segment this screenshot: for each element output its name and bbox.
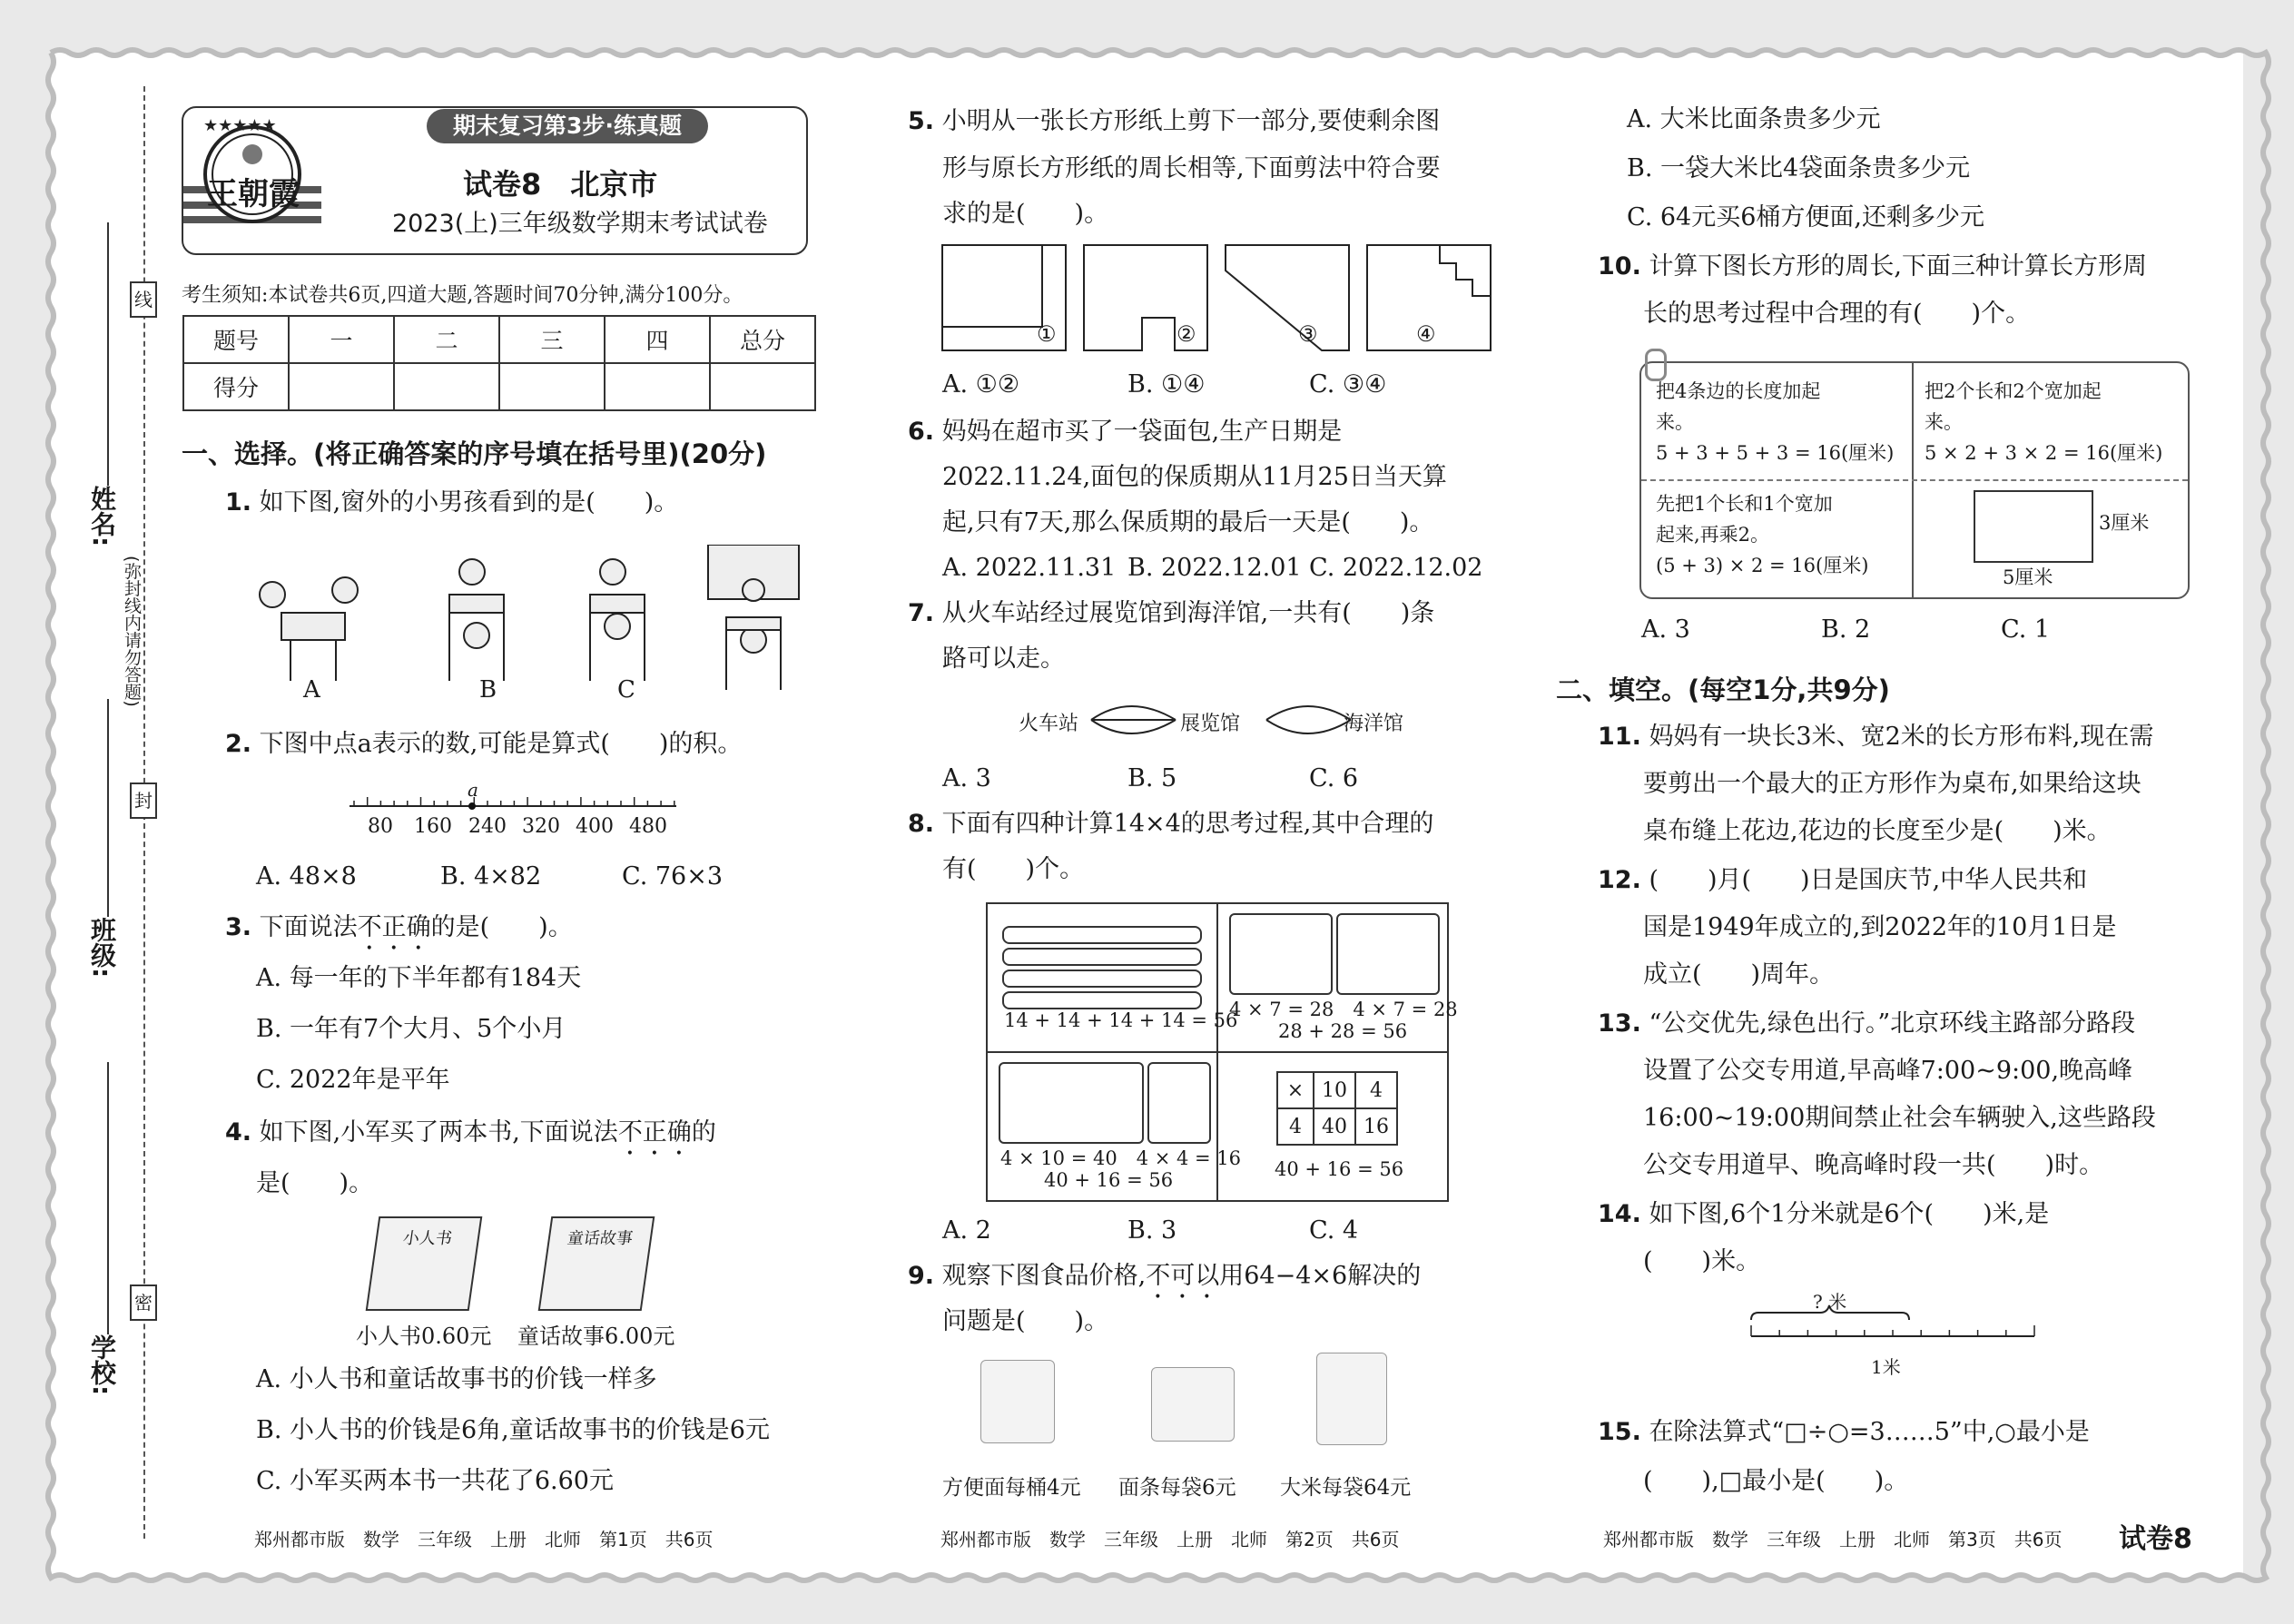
dot-array-4x7 — [1229, 913, 1333, 995]
q6-option-c[interactable]: C. 2022.12.02 — [1309, 554, 1483, 582]
seal-hint: (弥封线内请勿答题) — [122, 556, 142, 707]
score-row-label: 得分 — [183, 363, 289, 410]
question-6-line: 起,只有7天,那么保质期的最后一天是( )。 — [942, 508, 1434, 536]
section-2-heading: 二、填空。(每空1分,共9分) — [1556, 674, 1890, 705]
question-15-line[interactable]: ( ),□最小是( )。 — [1643, 1467, 1909, 1495]
cell3-formula-b: 40 + 16 = 56 — [1044, 1169, 1174, 1191]
question-6-line: 2022.11.24,面包的保质期从11月25日当天算 — [942, 463, 1447, 491]
secret-mark: 密 — [130, 1284, 157, 1321]
name-label: 姓名: — [87, 486, 117, 547]
tick-label: 80 — [368, 815, 393, 838]
question-3: 3. 下面说法不正确的是( )。 — [225, 913, 573, 941]
q9-option-c[interactable]: C. 64元买6桶方便面,还剩多少元 — [1627, 203, 1984, 231]
score-input-cell[interactable] — [289, 363, 394, 410]
rect-length-label: 5厘米 — [2003, 566, 2053, 588]
question-13: 13. “公交优先,绿色出行。”北京环线主路部分路段 — [1598, 1009, 2136, 1038]
q10-option-a[interactable]: A. 3 — [1641, 615, 1690, 644]
section-1-heading: 一、选择。(将正确答案的序号填在括号里)(20分) — [182, 438, 767, 469]
tick-label: 160 — [414, 815, 452, 838]
question-4-cont: 是( )。 — [256, 1169, 374, 1197]
school-label: 学校: — [87, 1334, 117, 1396]
q5-option-c[interactable]: C. ③④ — [1309, 370, 1387, 399]
cell4-formula: 40 + 16 = 56 — [1275, 1158, 1404, 1180]
score-input-cell[interactable] — [394, 363, 499, 410]
question-7: 7. 从火车站经过展览馆到海洋馆,一共有( )条 — [908, 599, 1435, 627]
book2-price: 童话故事6.00元 — [517, 1324, 675, 1349]
method-3: 先把1个长和1个宽加 起来,再乘2。 (5 + 3) × 2 = 16(厘米) — [1656, 493, 1869, 576]
place-exhibition-hall: 展览馆 — [1180, 713, 1241, 735]
score-header-cell: 题号 — [183, 316, 289, 363]
page3-footer: 郑州都市版 数学 三年级 上册 北师 第3页 共6页 — [1603, 1529, 2063, 1550]
class-field-line[interactable] — [107, 699, 109, 917]
name-field-line[interactable] — [107, 222, 109, 486]
exam-notice: 考生须知:本试卷共6页,四道大题,答题时间70分钟,满分100分。 — [182, 284, 743, 307]
dot-array-4x10 — [999, 1062, 1144, 1144]
question-11: 11. 妈妈有一块长3米、宽2米的长方形布料,现在需 — [1598, 723, 2154, 751]
question-8-line: 有( )个。 — [942, 855, 1085, 883]
question-8: 8. 下面有四种计算14×4的思考过程,其中合理的 — [908, 810, 1434, 838]
q10-methods-box — [1639, 361, 2190, 599]
paperclip-icon — [1645, 349, 1667, 381]
rice-price: 大米每袋64元 — [1280, 1476, 1412, 1500]
logo-text: 王朝霞 — [207, 176, 300, 212]
exam-subtitle: 2023(上)三年级数学期末考试试卷 — [392, 210, 768, 238]
noodles-bag-picture — [1151, 1367, 1235, 1442]
dot-array-14x4 — [1002, 926, 1202, 1009]
q2-option-b[interactable]: B. 4×82 — [440, 862, 542, 891]
exam-title: 试卷8 北京市 — [463, 167, 658, 202]
question-10-line: 长的思考过程中合理的有( )个。 — [1643, 300, 2031, 328]
question-5-line: 形与原长方形纸的周长相等,下面剪法中符合要 — [942, 154, 1441, 182]
q3-option-a[interactable]: A. 每一年的下半年都有184天 — [256, 964, 582, 992]
q7-option-b[interactable]: B. 5 — [1127, 764, 1177, 792]
q10-option-b[interactable]: B. 2 — [1821, 615, 1871, 644]
question-4: 4. 如下图,小军买了两本书,下面说法不正确的 — [225, 1118, 716, 1147]
q1-label-b: B — [479, 676, 497, 704]
q8-option-b[interactable]: B. 3 — [1127, 1216, 1177, 1245]
q3-option-c[interactable]: C. 2022年是平年 — [256, 1066, 450, 1094]
question-14-line[interactable]: ( )米。 — [1643, 1247, 1761, 1275]
point-a-label: a — [468, 779, 478, 801]
q10-option-c[interactable]: C. 1 — [2001, 615, 2051, 644]
question-14[interactable]: 14. 如下图,6个1分米就是6个( )米,是 — [1598, 1200, 2050, 1228]
q8-option-c[interactable]: C. 4 — [1309, 1216, 1359, 1245]
q6-option-b[interactable]: B. 2022.12.01 — [1127, 554, 1302, 582]
question-10: 10. 计算下图长方形的周长,下面三种计算长方形周 — [1598, 252, 2148, 281]
svg-text:★★★★★: ★★★★★ — [203, 118, 277, 135]
dot-array-4x4 — [1147, 1062, 1211, 1144]
score-header-cell: 一 — [289, 316, 394, 363]
question-6: 6. 妈妈在超市买了一袋面包,生产日期是 — [908, 418, 1343, 446]
noodles-price: 方便面每桶4元 — [942, 1476, 1081, 1500]
score-header-cell: 二 — [394, 316, 499, 363]
ruler-bottom-label: 1米 — [1871, 1356, 1901, 1378]
shape-mark-2: ② — [1177, 321, 1196, 347]
question-2: 2. 下图中点a表示的数,可能是算式( )的积。 — [225, 730, 743, 758]
multiplication-grid: × 10 4 4 40 16 — [1276, 1071, 1398, 1146]
question-13-line[interactable]: 公交专用道早、晚高峰时段一共( )时。 — [1643, 1151, 2104, 1179]
score-input-cell[interactable] — [499, 363, 605, 410]
dot-array-4x7 — [1336, 913, 1440, 995]
rice-bag-picture — [1316, 1353, 1387, 1445]
q9-option-a[interactable]: A. 大米比面条贵多少元 — [1627, 105, 1881, 133]
q1-figure — [254, 545, 817, 699]
q1-label-c: C — [617, 676, 635, 704]
seal-mark: 封 — [130, 782, 157, 819]
question-13-line: 16:00~19:00期间禁止社会车辆驶入,这些路段 — [1643, 1104, 2156, 1132]
q6-option-a[interactable]: A. 2022.11.31 — [942, 554, 1117, 582]
question-11-line[interactable]: 桌布缝上花边,花边的长度至少是( )米。 — [1643, 817, 2112, 845]
ruler-top-label: ? 米 — [1813, 1291, 1847, 1313]
place-train-station: 火车站 — [1019, 713, 1079, 735]
cell2-formula-a: 4 × 7 = 28 4 × 7 = 28 — [1229, 999, 1458, 1020]
q4-option-b[interactable]: B. 小人书的价钱是6角,童话故事书的价钱是6元 — [256, 1416, 770, 1444]
question-11-line: 要剪出一个最大的正方形作为桌布,如果给这块 — [1643, 770, 2141, 798]
page1-footer: 郑州都市版 数学 三年级 上册 北师 第1页 共6页 — [254, 1529, 714, 1550]
place-aquarium: 海洋馆 — [1344, 713, 1404, 735]
q8-option-a[interactable]: A. 2 — [942, 1216, 991, 1245]
class-label: 班级: — [87, 917, 117, 979]
score-header-cell: 总分 — [710, 316, 815, 363]
rect-width-label: 3厘米 — [2099, 512, 2150, 534]
question-12-line: 国是1949年成立的,到2022年的10月1日是 — [1643, 913, 2117, 941]
noodle-bag-price: 面条每袋6元 — [1118, 1476, 1236, 1500]
cell1-formula: 14 + 14 + 14 + 14 = 56 — [1004, 1009, 1238, 1031]
shape-mark-3: ③ — [1298, 321, 1318, 347]
score-header-cell: 三 — [499, 316, 605, 363]
line-mark: 线 — [130, 281, 157, 318]
q5-option-a[interactable]: A. ①② — [942, 370, 1020, 399]
tick-label: 400 — [576, 815, 614, 838]
instant-noodles-picture — [980, 1360, 1055, 1443]
book-picture — [366, 1216, 483, 1311]
shape-mark-4: ④ — [1416, 321, 1436, 347]
q7-option-c[interactable]: C. 6 — [1309, 764, 1359, 792]
book-title: 童话故事 — [566, 1229, 635, 1248]
cell3-formula-a: 4 × 10 = 40 4 × 4 = 16 — [1000, 1147, 1242, 1169]
question-12-line[interactable]: 成立( )周年。 — [1643, 960, 1835, 989]
q4-option-c[interactable]: C. 小军买两本书一共花了6.60元 — [256, 1467, 614, 1495]
question-9-line: 问题是( )。 — [942, 1307, 1109, 1335]
book1-price: 小人书0.60元 — [356, 1324, 492, 1349]
question-12[interactable]: 12. ( )月( )日是国庆节,中华人民共和 — [1598, 866, 2088, 894]
method-2: 把2个长和2个宽加起 来。 5 × 2 + 3 × 2 = 16(厘米) — [1925, 380, 2163, 464]
question-5: 5. 小明从一张长方形纸上剪下一部分,要使剩余图 — [908, 107, 1441, 135]
shape-mark-1: ① — [1037, 321, 1057, 347]
q9-option-b[interactable]: B. 一袋大米比4袋面条贵多少元 — [1627, 154, 1971, 182]
q2-option-a[interactable]: A. 48×8 — [256, 862, 357, 891]
cell2-formula-b: 28 + 28 = 56 — [1278, 1020, 1408, 1042]
q8-method-grid — [986, 902, 1458, 1202]
school-field-line[interactable] — [107, 1062, 109, 1334]
question-13-line: 设置了公交专用道,早高峰7:00~9:00,晚高峰 — [1643, 1057, 2133, 1085]
book-title: 小人书 — [401, 1229, 454, 1248]
q5-option-b[interactable]: B. ①④ — [1127, 370, 1206, 399]
q14-ruler — [1748, 1291, 2038, 1391]
tick-label: 240 — [468, 815, 507, 838]
page2-footer: 郑州都市版 数学 三年级 上册 北师 第2页 共6页 — [940, 1529, 1400, 1550]
score-input-cell[interactable] — [710, 363, 815, 410]
question-1: 1. 如下图,窗外的小男孩看到的是( )。 — [225, 488, 679, 517]
q1-label-a: A — [303, 676, 320, 704]
question-9: 9. 观察下图食品价格,不可以用64−4×6解决的 — [908, 1262, 1422, 1290]
q3-option-b[interactable]: B. 一年有7个大月、5个小月 — [256, 1015, 566, 1043]
tick-label: 320 — [522, 815, 560, 838]
step-banner: 期末复习第3步·练真题 — [427, 109, 708, 143]
book-picture — [538, 1216, 655, 1311]
question-7-line: 路可以走。 — [942, 645, 1065, 673]
score-header-cell: 四 — [605, 316, 710, 363]
score-input-cell[interactable] — [605, 363, 710, 410]
rectangle-figure — [1974, 490, 2093, 563]
exam-number-badge: 试卷8 — [2119, 1523, 2192, 1555]
tick-label: 480 — [629, 815, 667, 838]
score-table — [182, 315, 816, 411]
method-1: 把4条边的长度加起 来。 5 + 3 + 5 + 3 = 16(厘米) — [1656, 380, 1895, 464]
logo — [183, 118, 321, 245]
question-15: 15. 在除法算式“□÷○=3……5”中,○最小是 — [1598, 1418, 2090, 1446]
question-5-line: 求的是( )。 — [942, 200, 1109, 228]
q7-option-a[interactable]: A. 3 — [942, 764, 991, 792]
q2-option-c[interactable]: C. 76×3 — [622, 862, 724, 891]
q4-option-a[interactable]: A. 小人书和童话故事书的价钱一样多 — [256, 1365, 657, 1393]
